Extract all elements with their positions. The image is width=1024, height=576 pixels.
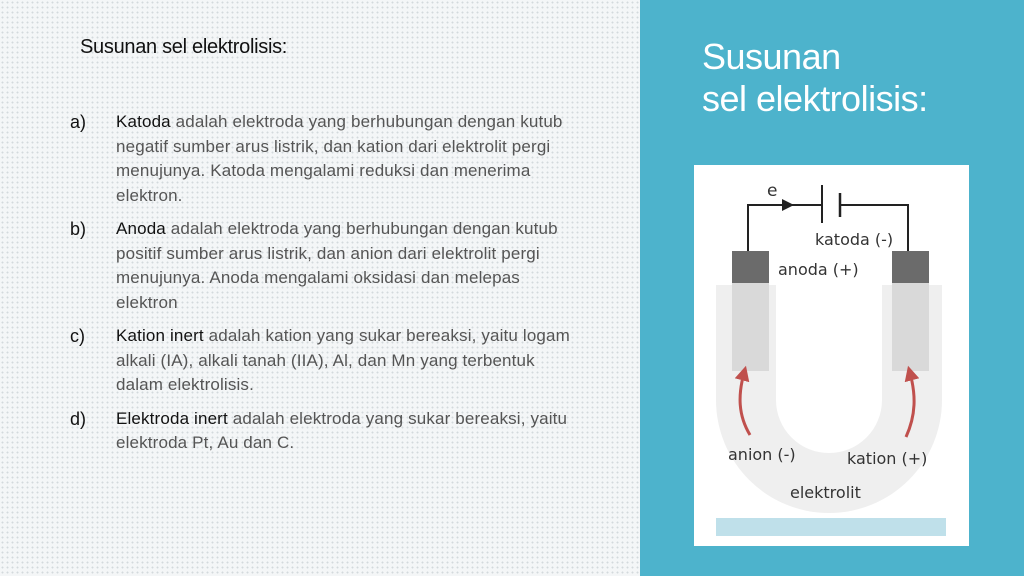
definition-body: adalah elektroda yang berhubungan dengan kutub negatif sumber arus listrik, dan kation dari elektrolit pergi menujunya. Katoda mengalami reduksi dan menerima elektron. — [116, 112, 563, 205]
definition-text — [116, 324, 570, 398]
left-electrode-cap — [732, 251, 769, 283]
slide-heading: Susunan sel elektrolisis: — [80, 36, 288, 58]
wire-left — [748, 205, 822, 251]
title-panel — [640, 0, 1024, 576]
right-electrode-cap — [892, 251, 929, 283]
list-marker: a) — [70, 112, 87, 132]
definition-item-kation-inert — [70, 324, 570, 398]
anoda-label: anoda (+) — [778, 260, 859, 279]
list-marker: c) — [70, 326, 85, 346]
left-electrode-body — [732, 283, 769, 371]
panel-title-line2: sel elektrolisis: — [702, 78, 928, 119]
elektrolit-label: elektrolit — [790, 483, 861, 502]
definition-term: Katoda — [116, 112, 171, 131]
definition-body: adalah elektroda yang berhubungan dengan kutub positif sumber arus listrik, dan anion dari elektrolit pergi menujunya. Anoda mengalami oksidasi dan melepas elektron — [116, 219, 558, 312]
katoda-label: katoda (-) — [815, 230, 894, 249]
definition-item-anoda — [70, 217, 570, 315]
right-electrode-body — [892, 283, 929, 371]
anion-label: anion (-) — [728, 445, 796, 464]
definition-text — [116, 110, 570, 208]
kation-label: kation (+) — [847, 449, 928, 468]
definition-text — [116, 407, 570, 456]
list-marker: d) — [70, 408, 87, 429]
definition-body: adalah kation yang sukar bereaksi, yaitu logam alkali (IA), alkali tanah (IIA), Al, dan Mn yang terbentuk dalam elektrolisis. — [116, 326, 570, 394]
list-marker: b) — [70, 219, 87, 239]
base-plate — [716, 518, 946, 536]
electron-label: e — [767, 181, 778, 201]
definition-item-katoda — [70, 110, 570, 208]
panel-title-line1: Susunan — [702, 36, 841, 77]
definition-term: Elektroda inert — [116, 408, 228, 428]
definition-body: adalah elektroda yang sukar bereaksi, yaitu elektroda Pt, Au dan C. — [116, 408, 568, 452]
definition-term: Anoda — [116, 219, 166, 238]
definition-item-elektroda-inert — [70, 407, 570, 456]
electrolysis-diagram — [694, 165, 969, 546]
electrolysis-cell-figure — [694, 165, 969, 546]
electron-arrow-icon — [782, 199, 794, 211]
definition-list — [70, 110, 570, 465]
definition-text — [116, 217, 570, 315]
panel-title — [702, 36, 928, 120]
definition-term: Kation inert — [116, 326, 204, 345]
